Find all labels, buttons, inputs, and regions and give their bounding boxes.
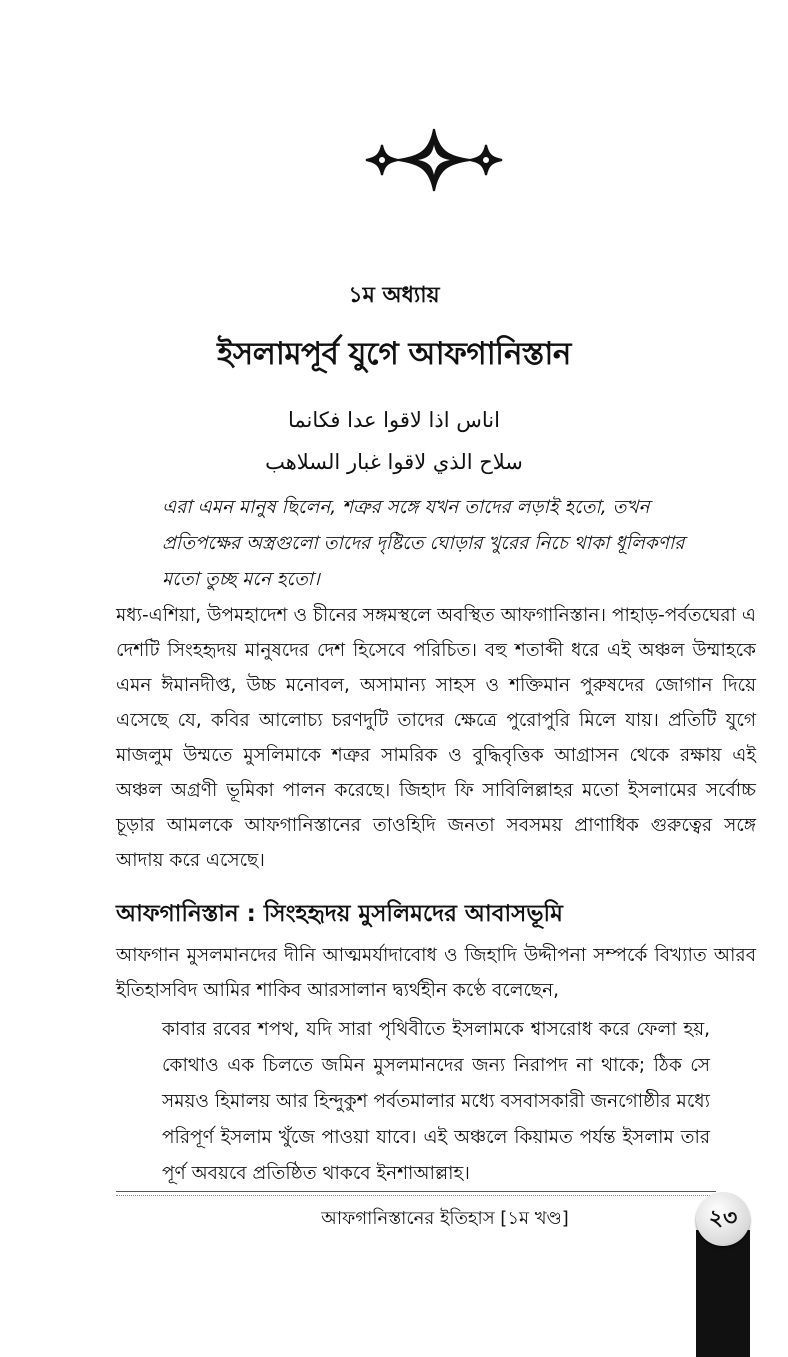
arabic-verse-line-2: سلاح الذي لاقوا غبار السلاهب [265,450,523,474]
section-heading: আফগানিস্তান : সিংহহৃদয় মুসলিমদের আবাসভূমি [116,901,563,927]
star-ornament-icon [364,125,504,195]
page-number-badge [696,1192,750,1246]
body-paragraph-1: মধ্য-এশিয়া, উপমহাদেশ ও চীনের সঙ্গমস্থলে অবস্থিত আফগানিস্তান। পাহাড়-পর্বতঘেরা এ দেশটি সিংহহৃদয় মানুষদের দেশ হিসেবে পরিচিত। বহু শতাব্দী ধরে এই অঞ্চল উম্মাহকে এমন ঈমানদীপ্ত, উচ্চ মনোবল, অসামান্য সাহস ও শক্তিমান পুরুষদের জোগান দিয়ে এসেছে যে, কবির আলোচ্য চরণদুটি তাদের ক্ষেত্রে পুরোপুরি মিলে যায়। প্রতিটি যুগে মাজলুম উম্মতে মুসলিমাকে শত্রুর সামরিক ও বুদ্ধিবৃত্তিক আগ্রাসন থেকে রক্ষায় এই অঞ্চল অগ্রণী ভূমিকা পালন করেছে। জিহাদ ফি সাবিলিল্লাহর মতো ইসলামের সর্বোচ্চ চূড়ার আমলকে আফগানিস্তানের তাওহিদি জনতা সবসময় প্রাণাধিক গুরুত্বের সঙ্গে আদায় করে এসেছে। [116,605,756,871]
block-quote: কাবার রবের শপথ, যদি সারা পৃথিবীতে ইসলামকে শ্বাসরোধ করে ফেলা হয়, কোথাও এক চিলতে জমিন মুসলমানদের জন্য নিরাপদ না থাকে; ঠিক সে সময়ও হিমালয় আর হিন্দুকুশ পর্বতমালার মধ্যে বসবাসকারী জনগোষ্ঠীর মধ্যে পরিপূর্ণ ইসলাম খুঁজে পাওয়া যাবে। এই অঞ্চলে কিয়ামত পর্যন্ত ইসলাম তার পূর্ণ অবয়বে প্রতিষ্ঠিত থাকবে ইনশাআল্লাহ। [162,1019,710,1184]
chapter-number: ১ম অধ্যায় [348,283,440,308]
page-edge-tab [696,1230,750,1357]
verse-translation: এরা এমন মানুষ ছিলেন, শত্রুর সঙ্গে যখন তাদের লড়াই হতো, তখন প্রতিপক্ষের অস্ত্রগুলো তাদের দৃষ্টিতে ঘোড়ার খুরের নিচে থাকা ধূলিকণার মতো তুচ্ছ মনে হতো। [162,497,685,590]
arabic-verse-line-1: اناس اذا لاقوا عدا فكانما [288,408,500,432]
running-footer-title: আফগানিস্তানের ইতিহাস [১ম খণ্ড] [321,1208,569,1229]
footer-divider [116,1191,716,1196]
body-paragraph-2: আফগান মুসলমানদের দীনি আত্মমর্যাদাবোধ ও জিহাদি উদ্দীপনা সম্পর্কে বিখ্যাত আরব ইতিহাসবিদ আমির শাকিব আরসালান দ্ব্যর্থহীন কণ্ঠে বলেছেন, [116,945,756,1001]
page-number: ২৩ [708,1205,738,1231]
chapter-title: ইসলামপূর্ব যুগে আফগানিস্তান [217,336,571,372]
